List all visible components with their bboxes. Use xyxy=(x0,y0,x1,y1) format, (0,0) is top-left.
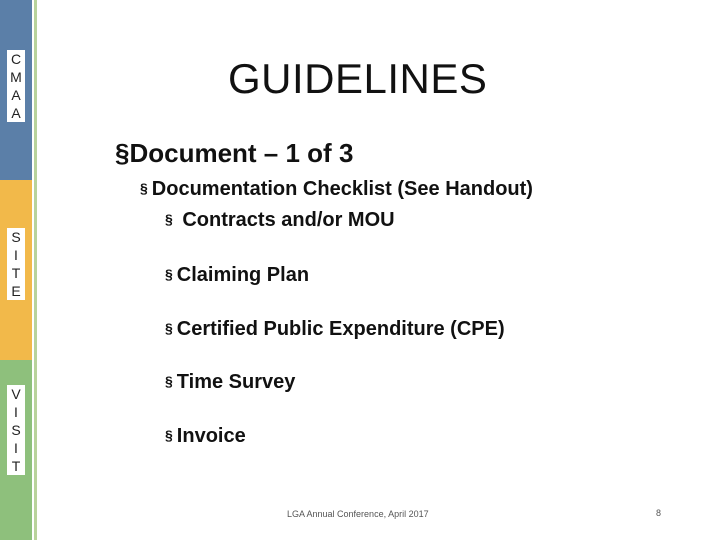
bullet-marker: § xyxy=(165,211,173,227)
bullet-level1 xyxy=(115,138,353,169)
bullet-text: Contracts and/or MOU xyxy=(182,209,395,231)
sidebar-letter: M xyxy=(10,69,22,85)
bullet-text: Claiming Plan xyxy=(176,264,310,286)
sidebar-letter: T xyxy=(11,458,21,474)
sidebar-letter: I xyxy=(14,404,18,420)
slide-title: GUIDELINES xyxy=(228,55,488,102)
page-number: 8 xyxy=(656,508,662,518)
bullet-marker: § xyxy=(165,320,173,336)
bullet-level2 xyxy=(140,178,533,201)
sidebar-letter: S xyxy=(11,229,21,245)
bullet-level3 xyxy=(165,318,505,341)
slide-footer: LGA Annual Conference, April 2017 xyxy=(287,509,429,519)
bullet-level3 xyxy=(165,371,295,394)
sidebar-label-visit xyxy=(7,385,25,475)
sidebar-letter: V xyxy=(11,386,21,402)
bullet-marker: § xyxy=(140,180,148,196)
sidebar-letter: I xyxy=(14,247,18,263)
sidebar-letter: A xyxy=(11,87,21,103)
bullet-text: Certified Public Expenditure (CPE) xyxy=(176,318,505,340)
bullet-level3 xyxy=(165,264,309,287)
bullet-text: Time Survey xyxy=(176,371,296,393)
sidebar-letter: E xyxy=(11,283,21,299)
sidebar-letter: S xyxy=(11,422,21,438)
sidebar-letter: C xyxy=(10,51,22,67)
bullet-text: Documentation Checklist (See Handout) xyxy=(151,178,533,200)
bullet-marker: § xyxy=(165,266,173,282)
bullet-level3 xyxy=(165,209,395,232)
bullet-marker: § xyxy=(165,427,173,443)
bullet-marker: § xyxy=(165,373,173,389)
bullet-text: Invoice xyxy=(176,425,246,447)
sidebar-divider xyxy=(34,0,37,540)
bullet-marker: § xyxy=(115,138,130,168)
sidebar xyxy=(0,0,38,540)
sidebar-label-site xyxy=(7,228,25,300)
sidebar-letter: A xyxy=(11,105,21,121)
sidebar-letter: T xyxy=(11,265,21,281)
bullet-text: Document – 1 of 3 xyxy=(129,138,354,168)
sidebar-label-cmaa xyxy=(7,50,25,122)
bullet-level3 xyxy=(165,425,246,448)
sidebar-letter: I xyxy=(14,440,18,456)
